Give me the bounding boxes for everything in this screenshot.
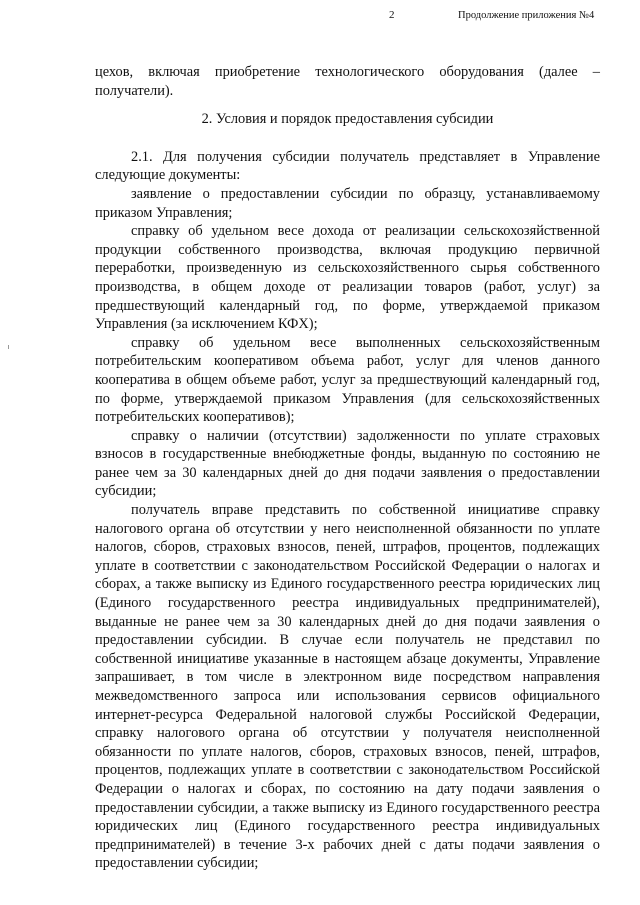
paragraph-continuation: цехов, включая приобретение технологического оборудования (далее – получатели). <box>95 64 600 99</box>
paragraph-cooperative-certificate: справку об удельном весе выполненных сельскохозяйственным потребительским кооперативом объема работ, услуг для членов данного кооператива в общем объеме работ, услуг за предшествующий календарный год, по форме, утверждаемой приказом Управления (для сельскохозяйственных потребительских кооперативов); <box>95 334 600 426</box>
paragraph-income-certificate: справку об удельном весе дохода от реализации сельскохозяйственной продукции собственного производства, включая продукцию первичной переработки, произведенную из сельскохозяйственного сырья собственного производства, в общем доходе от реализации товаров (работ, услуг) за предшествующий календарный год, по форме, утверждаемой приказом Управления (за исключением КФХ); <box>95 223 600 333</box>
document-body <box>95 63 600 873</box>
page-number: 2 <box>389 9 395 21</box>
scan-mark <box>8 345 9 349</box>
paragraph-insurance-certificate: справку о наличии (отсутствии) задолженности по уплате страховых взносов в государственные внебюджетные фонды, выданную по состоянию не ранее чем за 30 календарных дней до дня подачи заявления о предоставлении субсидии; <box>95 427 600 500</box>
section-heading: 2. Условия и порядок предоставления субсидии <box>201 111 494 128</box>
paragraph-2-1: 2.1. Для получения субсидии получатель представляет в Управление следующие документы: <box>95 148 600 184</box>
paragraph-tax-certificate: получатель вправе представить по собственной инициативе справку налогового органа об отсутствии у него неисполненной обязанности по уплате налогов, сборов, страховых взносов, пеней, штрафов, процентов, подлежащих уплате в соответствии с законодательством Российской Федерации о налогах и сборах, а также выписку из Единого государственного реестра юридических лиц (Единого государственного реестра индивидуальных предпринимателей), выданные не ранее чем за 30 календарных дней до дня подачи заявления о предоставлении субсидии. В случае если получатель не представил по собственной инициативе указанные в настоящем абзаце документы, Управление запрашивает, в том числе в электронном виде посредством направления межведомственного запроса или использования сервисов официального интернет-ресурса Федеральной налоговой службы Российской Федерации, справку налогового органа об отсутствии у получателя неисполненной обязанности по уплате налогов, сборов, страховых взносов, пеней, штрафов, процентов, подлежащих уплате в соответствии с законодательством Российской Федерации о налогах и сборах, по состоянию на дату подачи заявления о предоставлении субсидии, а также выписку из Единого государственного реестра юридических лиц (Единого государственного реестра индивидуальных предпринимателей) в течение 3-х рабочих дней с даты подачи заявления о предоставлении субсидии; <box>95 502 600 872</box>
paragraph-application: заявление о предоставлении субсидии по образцу, устанавливаемому приказом Управления; <box>95 185 600 221</box>
appendix-note: Продолжение приложения №4 <box>458 10 595 21</box>
